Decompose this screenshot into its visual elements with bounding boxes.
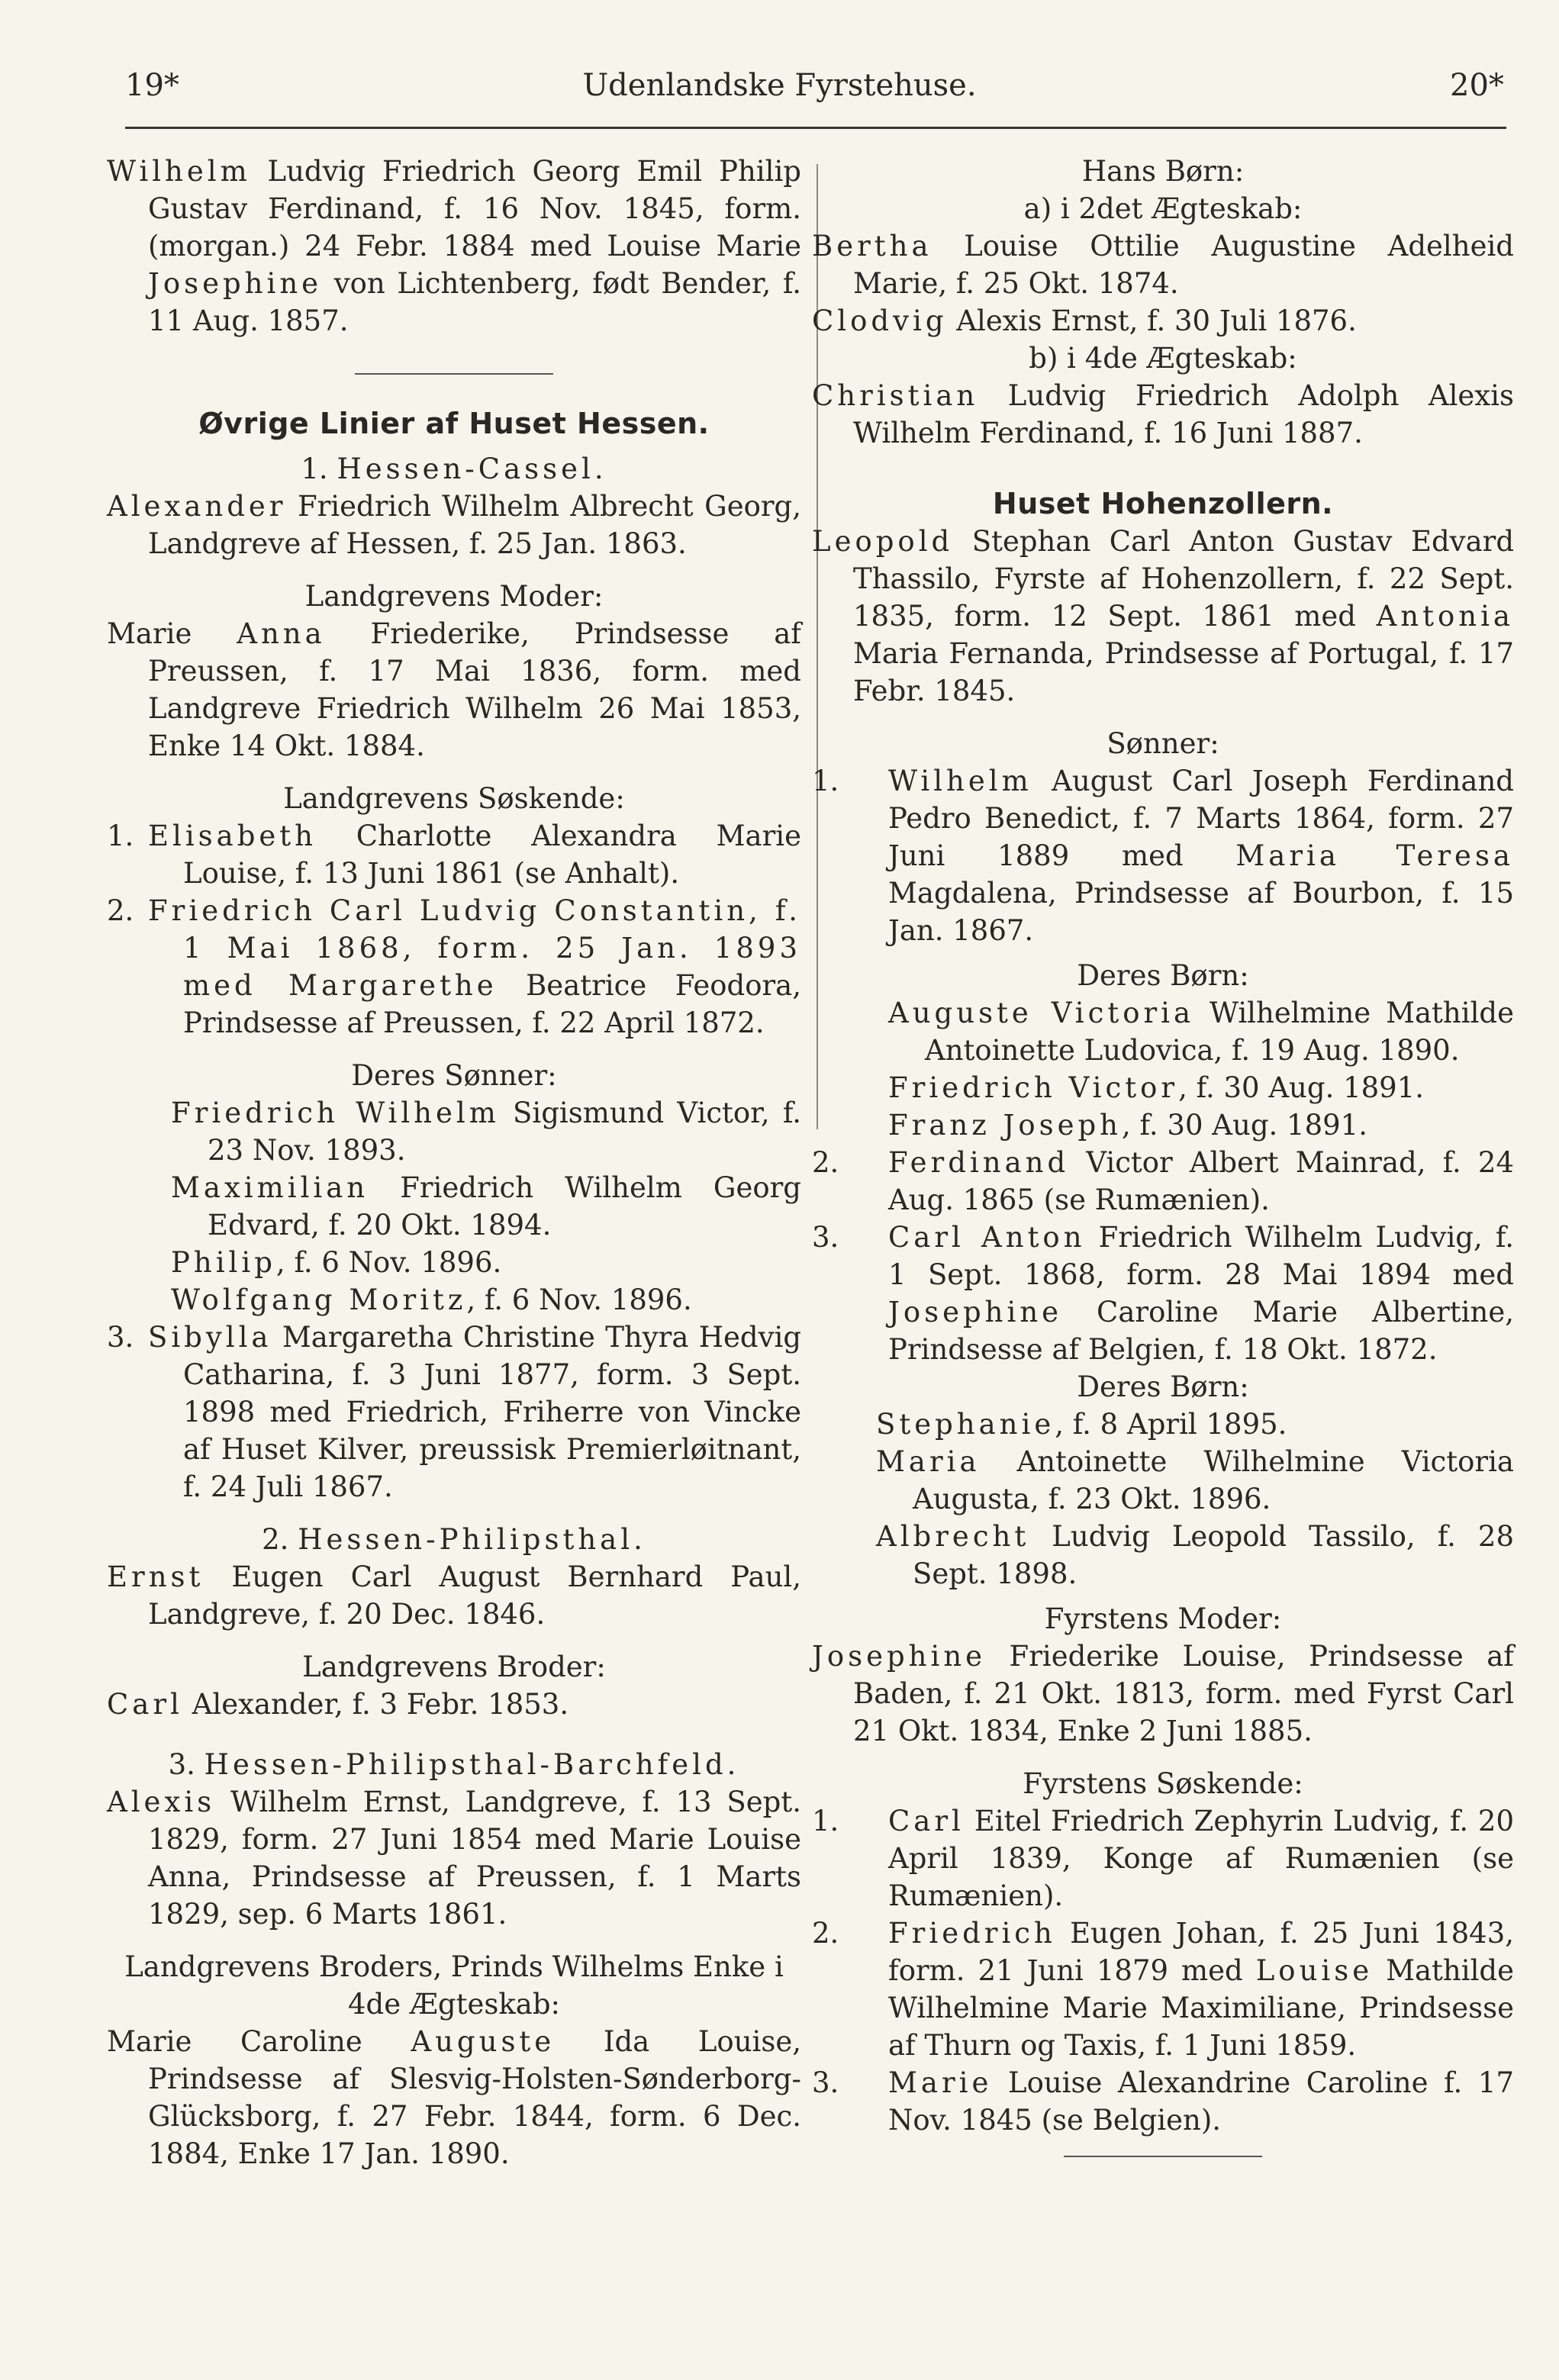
running-title: Udenlandske Fyrstehuse. — [582, 68, 977, 103]
entry-leopold: Leopold Stephan Carl Anton Gustav Edvard Thassilo, Fyrste af Hohenzollern, f. 22 Sept. 1835, form. 12 Sept. 1861 med Antonia Maria Fernanda, Prindsesse af Portugal, f. 17 Febr. 1845. — [812, 525, 1514, 707]
entry-alexander: Alexander Friedrich Wilhelm Albrecht Georg, Landgreve af Hessen, f. 25 Jan. 1863. — [107, 490, 801, 560]
heading-deres-sonner: Deres Sønner: — [351, 1059, 557, 1092]
sibling-1-carl: 1. Carl Eitel Friedrich Zephyrin Ludvig, f. 20 April 1839, Konge af Rumænien (se Rumænien). — [812, 1805, 1514, 1912]
heading-deres-born-1: Deres Børn: — [1077, 959, 1249, 992]
heading-deres-born-2: Deres Børn: — [1077, 1370, 1249, 1403]
heading-landgrevens-soskende: Landgrevens Søskende: — [283, 782, 625, 815]
end-rule — [1064, 2156, 1262, 2157]
left-column — [107, 153, 801, 2172]
child-bertha: Bertha Louise Ottilie Augustine Adelheid Marie, f. 25 Okt. 1874. — [812, 230, 1514, 300]
child-christian: Christian Ludvig Friedrich Adolph Alexis Wilhelm Ferdinand, f. 16 Juni 1887. — [812, 379, 1514, 449]
heading-landgrevens-broder: Landgrevens Broder: — [302, 1651, 606, 1683]
grandchild-stephanie: Stephanie, f. 8 April 1895. — [876, 1408, 1287, 1441]
grandchild-franz-joseph: Franz Joseph, f. 30 Aug. 1891. — [888, 1109, 1367, 1142]
grandchild-albrecht: Albrecht Ludvig Leopold Tassilo, f. 28 Sept. 1898. — [876, 1520, 1514, 1590]
page-number-left: 19* — [125, 68, 179, 103]
subsection-hessen-philipsthal-barchfeld: 3. Hessen-Philipsthal-Barchfeld. — [168, 1748, 740, 1781]
header-rule — [125, 127, 1506, 129]
heading-hans-born: Hans Børn: — [1081, 155, 1245, 188]
sibling-2: 2. Friedrich Carl Ludvig Constantin, f. 1 Mai 1868, form. 25 Jan. 1893 med Margarethe Beatrice Feodora, Prindsesse af Preussen, f. 22 April 1872. — [107, 894, 801, 1039]
sibling-1: 1. Elisabeth Charlotte Alexandra Marie Louise, f. 13 Juni 1861 (se Anhalt). — [107, 820, 801, 890]
heading-a-2det-aegteskab: a) i 2det Ægteskab: — [1023, 192, 1303, 225]
son-4: Wolfgang Moritz, f. 6 Nov. 1896. — [171, 1283, 692, 1316]
section-title-hessen: Øvrige Linier af Huset Hessen. — [198, 407, 710, 440]
son-1-wilhelm: 1. Wilhelm August Carl Joseph Ferdinand Pedro Benedict, f. 7 Marts 1864, form. 27 Juni 1889 med Maria Teresa Magdalena, Prindsesse af Bourbon, f. 15 Jan. 1867. — [812, 765, 1514, 947]
son-3-carl-anton: 3. Carl Anton Friedrich Wilhelm Ludvig, f. 1 Sept. 1868, form. 28 Mai 1894 med Josephine Caroline Marie Albertine, Prindsesse af Belgien, f. 18 Okt. 1872. — [812, 1221, 1514, 1366]
heading-fyrstens-soskende: Fyrstens Søskende: — [1023, 1767, 1303, 1800]
entry-wilhelm: Wilhelm Ludvig Friedrich Georg Emil Philip Gustav Ferdinand, f. 16 Nov. 1845, form. (morgan.) 24 Febr. 1884 med Louise Marie Josephine von Lichtenberg, født Bender, f. 11 Aug. 1857. — [107, 155, 801, 337]
page-number-right: 20* — [1450, 68, 1504, 103]
right-column — [812, 153, 1514, 2157]
son-3: Philip, f. 6 Nov. 1896. — [171, 1246, 502, 1279]
entry-carl-alexander: Carl Alexander, f. 3 Febr. 1853. — [107, 1688, 569, 1721]
heading-fyrstens-moder: Fyrstens Moder: — [1044, 1602, 1282, 1635]
heading-landgrevens-moder: Landgrevens Moder: — [304, 580, 604, 613]
son-2: Maximilian Friedrich Wilhelm Georg Edvard, f. 20 Okt. 1894. — [171, 1171, 801, 1242]
entry-marie-anna: Marie Anna Friederike, Prindsesse af Preussen, f. 17 Mai 1836, form. med Landgreve Friedrich Wilhelm 26 Mai 1853, Enke 14 Okt. 1884. — [107, 617, 801, 762]
separator-rule — [355, 373, 553, 375]
heading-broders-enke: Landgrevens Broders, Prinds Wilhelms Enke i 4de Ægteskab: — [124, 1950, 784, 2021]
subsection-hessen-cassel: 1. Hessen-Cassel. — [301, 452, 607, 485]
grandchild-auguste: Auguste Victoria Wilhelmine Mathilde Antoinette Ludovica, f. 19 Aug. 1890. — [888, 997, 1514, 1067]
son-1: Friedrich Wilhelm Sigismund Victor, f. 23 Nov. 1893. — [171, 1097, 801, 1167]
section-title-hohenzollern: Huset Hohenzollern. — [992, 487, 1334, 520]
entry-josephine: Josephine Friederike Louise, Prindsesse af Baden, f. 21 Okt. 1813, form. med Fyrst Carl 21 Okt. 1834, Enke 2 Juni 1885. — [812, 1640, 1514, 1747]
child-clodvig: Clodvig Alexis Ernst, f. 30 Juli 1876. — [812, 304, 1357, 337]
grandchild-friedrich-victor: Friedrich Victor, f. 30 Aug. 1891. — [888, 1071, 1425, 1104]
subsection-hessen-philipsthal: 2. Hessen-Philipsthal. — [262, 1523, 646, 1556]
entry-ernst: Ernst Eugen Carl August Bernhard Paul, Landgreve, f. 20 Dec. 1846. — [107, 1560, 801, 1631]
entry-marie-caroline: Marie Caroline Auguste Ida Louise, Prindsesse af Slesvig-Holsten-Sønderborg-Glücksborg, f. 27 Febr. 1844, form. 6 Dec. 1884, Enke 17 Jan. 1890. — [107, 2025, 801, 2170]
sibling-3: 3. Sibylla Margaretha Christine Thyra Hedvig Catharina, f. 3 Juni 1877, form. 3 Sept. 1898 med Friedrich, Friherre von Vincke af Huset Kilver, preussisk Premierløitnant, f. 24 Juli 1867. — [107, 1321, 801, 1503]
entry-alexis: Alexis Wilhelm Ernst, Landgreve, f. 13 Sept. 1829, form. 27 Juni 1854 med Marie Louise Anna, Prindsesse af Preussen, f. 1 Marts 1829, sep. 6 Marts 1861. — [107, 1786, 801, 1931]
son-2-ferdinand: 2. Ferdinand Victor Albert Mainrad, f. 24 Aug. 1865 (se Rumænien). — [812, 1146, 1514, 1216]
grandchild-maria: Maria Antoinette Wilhelmine Victoria Augusta, f. 23 Okt. 1896. — [876, 1445, 1514, 1515]
sibling-3-marie: 3. Marie Louise Alexandrine Caroline f. 17 Nov. 1845 (se Belgien). — [812, 2066, 1514, 2137]
sibling-2-friedrich: 2. Friedrich Eugen Johan, f. 25 Juni 1843, form. 21 Juni 1879 med Louise Mathilde Wilhelmine Marie Maximiliane, Prindsesse af Thurn og Taxis, f. 1 Juni 1859. — [812, 1917, 1515, 2062]
heading-sonner: Sønner: — [1106, 727, 1219, 760]
heading-b-4de-aegteskab: b) i 4de Ægteskab: — [1029, 342, 1297, 375]
